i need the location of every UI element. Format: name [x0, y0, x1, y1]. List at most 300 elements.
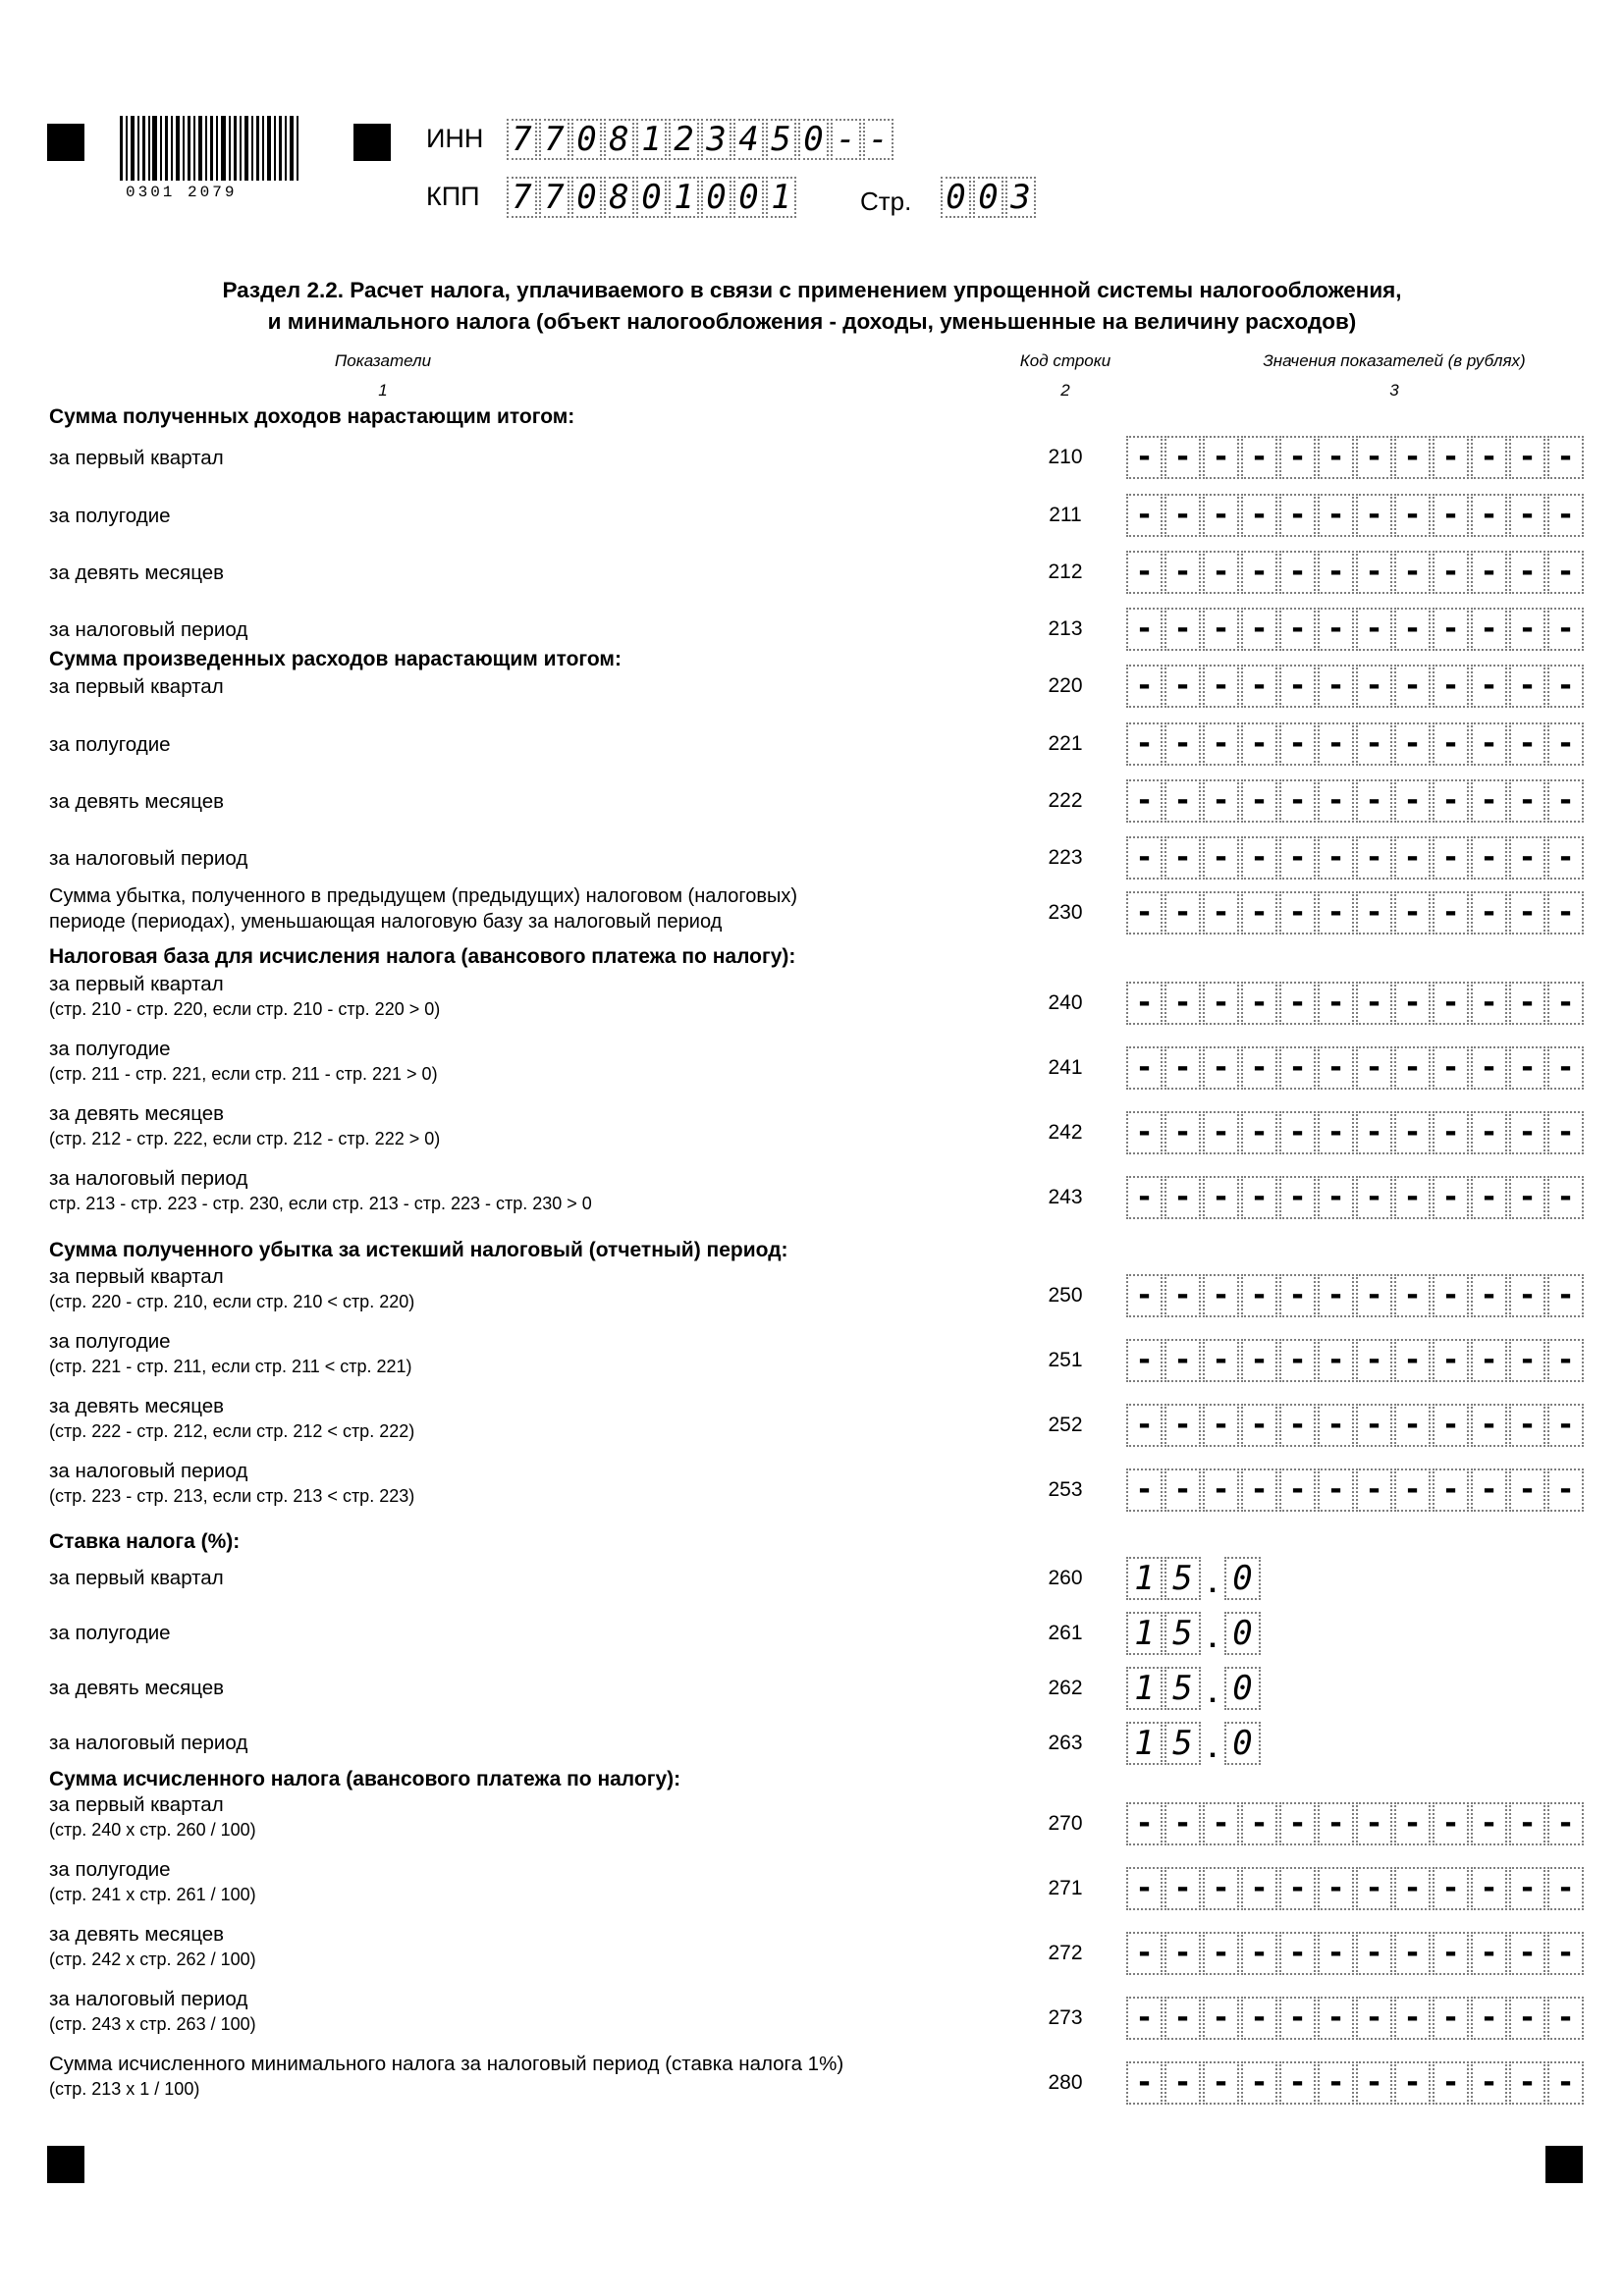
value-digit-cell[interactable]: - [1126, 1111, 1163, 1154]
value-digit-cell[interactable]: - [1241, 551, 1277, 594]
value-digit-cell[interactable]: - [1203, 665, 1239, 708]
value-digit-cell[interactable]: - [1433, 1111, 1469, 1154]
value-digit-cell[interactable]: - [1394, 1468, 1431, 1512]
value-digit-cell[interactable]: - [1394, 494, 1431, 537]
value-digit-cell[interactable]: - [1126, 836, 1163, 880]
value-digit-cell[interactable]: - [1471, 982, 1507, 1025]
value-digit-cell[interactable]: - [1509, 1802, 1545, 1845]
value-digit-cell[interactable]: - [1164, 836, 1201, 880]
value-digit-cell[interactable]: - [1433, 1404, 1469, 1447]
value-digit-cell[interactable]: - [1203, 2061, 1239, 2105]
value-digit-cell[interactable]: - [1394, 779, 1431, 823]
value-digit-cell[interactable]: - [1509, 982, 1545, 1025]
value-field-253[interactable] [1126, 1468, 1586, 1512]
page-char-cell[interactable]: 0 [973, 177, 1003, 218]
value-digit-cell[interactable]: - [1203, 1274, 1239, 1317]
value-digit-cell[interactable]: - [1164, 1997, 1201, 2040]
rate-digit-cell[interactable]: 5 [1164, 1612, 1201, 1655]
kpp-char-cell[interactable]: 0 [733, 177, 764, 218]
value-digit-cell[interactable]: - [1509, 1111, 1545, 1154]
value-digit-cell[interactable]: - [1471, 436, 1507, 479]
value-digit-cell[interactable]: - [1318, 722, 1354, 766]
value-digit-cell[interactable]: - [1241, 665, 1277, 708]
value-digit-cell[interactable]: - [1394, 1274, 1431, 1317]
value-digit-cell[interactable]: - [1279, 1802, 1316, 1845]
value-field-251[interactable] [1126, 1339, 1586, 1382]
value-digit-cell[interactable]: - [1318, 836, 1354, 880]
value-digit-cell[interactable]: - [1203, 551, 1239, 594]
value-digit-cell[interactable]: - [1203, 1997, 1239, 2040]
kpp-char-cell[interactable]: 7 [507, 177, 537, 218]
value-digit-cell[interactable]: - [1356, 1046, 1392, 1090]
value-digit-cell[interactable]: - [1126, 494, 1163, 537]
page-char-cell[interactable]: 0 [941, 177, 971, 218]
value-digit-cell[interactable]: - [1126, 1468, 1163, 1512]
value-digit-cell[interactable]: - [1356, 665, 1392, 708]
value-digit-cell[interactable]: - [1547, 779, 1584, 823]
value-digit-cell[interactable]: - [1433, 1274, 1469, 1317]
value-digit-cell[interactable]: - [1318, 1468, 1354, 1512]
value-digit-cell[interactable]: - [1509, 1404, 1545, 1447]
rate-digit-cell[interactable]: 1 [1126, 1722, 1163, 1765]
value-digit-cell[interactable]: - [1471, 836, 1507, 880]
value-digit-cell[interactable]: - [1433, 1339, 1469, 1382]
value-digit-cell[interactable]: - [1471, 1111, 1507, 1154]
value-digit-cell[interactable]: - [1394, 1176, 1431, 1219]
value-digit-cell[interactable]: - [1394, 436, 1431, 479]
value-digit-cell[interactable]: - [1471, 1802, 1507, 1845]
value-digit-cell[interactable]: - [1356, 1932, 1392, 1975]
value-digit-cell[interactable]: - [1241, 494, 1277, 537]
value-digit-cell[interactable]: - [1547, 1468, 1584, 1512]
value-digit-cell[interactable]: - [1279, 2061, 1316, 2105]
value-digit-cell[interactable]: - [1471, 1046, 1507, 1090]
value-digit-cell[interactable]: - [1241, 1867, 1277, 1910]
value-digit-cell[interactable]: - [1126, 1339, 1163, 1382]
value-digit-cell[interactable]: - [1356, 551, 1392, 594]
value-digit-cell[interactable]: - [1318, 1404, 1354, 1447]
rate-digit-cell[interactable]: 1 [1126, 1557, 1163, 1600]
value-digit-cell[interactable]: - [1279, 608, 1316, 651]
inn-char-cell[interactable]: - [831, 119, 861, 160]
inn-char-cell[interactable]: 5 [766, 119, 796, 160]
value-digit-cell[interactable]: - [1356, 436, 1392, 479]
value-digit-cell[interactable]: - [1164, 494, 1201, 537]
value-digit-cell[interactable]: - [1318, 665, 1354, 708]
value-digit-cell[interactable]: - [1547, 1176, 1584, 1219]
value-digit-cell[interactable]: - [1547, 1339, 1584, 1382]
kpp-char-cell[interactable]: 7 [539, 177, 569, 218]
value-digit-cell[interactable]: - [1356, 1468, 1392, 1512]
value-digit-cell[interactable]: - [1164, 1274, 1201, 1317]
value-digit-cell[interactable]: - [1318, 1046, 1354, 1090]
value-digit-cell[interactable]: - [1164, 1802, 1201, 1845]
value-digit-cell[interactable]: - [1279, 1111, 1316, 1154]
value-digit-cell[interactable]: - [1471, 1176, 1507, 1219]
inn-char-cell[interactable]: - [863, 119, 893, 160]
value-digit-cell[interactable]: - [1318, 1274, 1354, 1317]
inn-char-cell[interactable]: 4 [733, 119, 764, 160]
value-digit-cell[interactable]: - [1241, 1802, 1277, 1845]
value-digit-cell[interactable]: - [1203, 1111, 1239, 1154]
value-digit-cell[interactable]: - [1279, 494, 1316, 537]
value-digit-cell[interactable]: - [1394, 1111, 1431, 1154]
value-digit-cell[interactable]: - [1203, 608, 1239, 651]
value-digit-cell[interactable]: - [1394, 836, 1431, 880]
value-digit-cell[interactable]: - [1318, 551, 1354, 594]
value-digit-cell[interactable]: - [1241, 1932, 1277, 1975]
kpp-char-cell[interactable]: 1 [766, 177, 796, 218]
value-digit-cell[interactable]: - [1433, 1867, 1469, 1910]
value-digit-cell[interactable]: - [1279, 779, 1316, 823]
value-digit-cell[interactable]: - [1433, 436, 1469, 479]
value-digit-cell[interactable]: - [1241, 436, 1277, 479]
value-digit-cell[interactable]: - [1471, 2061, 1507, 2105]
rate-decimal-cell[interactable]: 0 [1224, 1612, 1261, 1655]
value-digit-cell[interactable]: - [1433, 1046, 1469, 1090]
value-field-221[interactable] [1126, 722, 1586, 766]
rate-decimal-cell[interactable]: 0 [1224, 1557, 1261, 1600]
kpp-char-cell[interactable]: 8 [604, 177, 634, 218]
value-digit-cell[interactable]: - [1241, 1111, 1277, 1154]
value-digit-cell[interactable]: - [1547, 551, 1584, 594]
value-digit-cell[interactable]: - [1547, 608, 1584, 651]
value-digit-cell[interactable]: - [1356, 779, 1392, 823]
value-digit-cell[interactable]: - [1547, 1274, 1584, 1317]
rate-decimal-cell[interactable]: 0 [1224, 1667, 1261, 1710]
value-digit-cell[interactable]: - [1164, 779, 1201, 823]
value-field-243[interactable] [1126, 1176, 1586, 1219]
value-digit-cell[interactable]: - [1203, 1176, 1239, 1219]
value-field-222[interactable] [1126, 779, 1586, 823]
value-digit-cell[interactable]: - [1509, 436, 1545, 479]
value-digit-cell[interactable]: - [1279, 1339, 1316, 1382]
value-field-273[interactable] [1126, 1997, 1586, 2040]
value-field-250[interactable] [1126, 1274, 1586, 1317]
value-digit-cell[interactable]: - [1471, 665, 1507, 708]
value-digit-cell[interactable]: - [1356, 494, 1392, 537]
value-digit-cell[interactable]: - [1509, 891, 1545, 934]
value-digit-cell[interactable]: - [1394, 1932, 1431, 1975]
inn-char-cell[interactable]: 8 [604, 119, 634, 160]
value-digit-cell[interactable]: - [1471, 1274, 1507, 1317]
value-digit-cell[interactable]: - [1241, 2061, 1277, 2105]
value-digit-cell[interactable]: - [1279, 1867, 1316, 1910]
value-digit-cell[interactable]: - [1394, 1867, 1431, 1910]
inn-char-cell[interactable]: 1 [636, 119, 667, 160]
value-digit-cell[interactable]: - [1318, 608, 1354, 651]
value-digit-cell[interactable]: - [1279, 1997, 1316, 2040]
value-digit-cell[interactable]: - [1126, 722, 1163, 766]
value-digit-cell[interactable]: - [1547, 722, 1584, 766]
value-digit-cell[interactable]: - [1433, 665, 1469, 708]
value-digit-cell[interactable]: - [1547, 1111, 1584, 1154]
value-digit-cell[interactable]: - [1279, 436, 1316, 479]
rate-digit-cell[interactable]: 5 [1164, 1722, 1201, 1765]
value-digit-cell[interactable]: - [1279, 1404, 1316, 1447]
value-digit-cell[interactable]: - [1394, 1046, 1431, 1090]
page-char-cell[interactable]: 3 [1005, 177, 1036, 218]
value-digit-cell[interactable]: - [1356, 836, 1392, 880]
value-digit-cell[interactable]: - [1241, 1274, 1277, 1317]
kpp-char-cell[interactable]: 0 [571, 177, 602, 218]
value-digit-cell[interactable]: - [1203, 891, 1239, 934]
value-field-263[interactable] [1126, 1722, 1263, 1765]
inn-char-cell[interactable]: 7 [507, 119, 537, 160]
value-digit-cell[interactable]: - [1356, 1867, 1392, 1910]
value-field-240[interactable] [1126, 982, 1586, 1025]
value-digit-cell[interactable]: - [1164, 436, 1201, 479]
value-digit-cell[interactable]: - [1164, 982, 1201, 1025]
value-digit-cell[interactable]: - [1279, 1176, 1316, 1219]
value-digit-cell[interactable]: - [1394, 891, 1431, 934]
value-field-262[interactable] [1126, 1667, 1263, 1710]
value-digit-cell[interactable]: - [1241, 779, 1277, 823]
value-digit-cell[interactable]: - [1433, 608, 1469, 651]
value-digit-cell[interactable]: - [1164, 1111, 1201, 1154]
value-digit-cell[interactable]: - [1126, 2061, 1163, 2105]
value-digit-cell[interactable]: - [1241, 1404, 1277, 1447]
value-digit-cell[interactable]: - [1203, 1046, 1239, 1090]
value-digit-cell[interactable]: - [1164, 2061, 1201, 2105]
value-digit-cell[interactable]: - [1356, 1111, 1392, 1154]
value-digit-cell[interactable]: - [1241, 608, 1277, 651]
value-digit-cell[interactable]: - [1203, 1867, 1239, 1910]
value-digit-cell[interactable]: - [1471, 1339, 1507, 1382]
value-digit-cell[interactable]: - [1279, 982, 1316, 1025]
value-digit-cell[interactable]: - [1164, 1339, 1201, 1382]
value-digit-cell[interactable]: - [1394, 982, 1431, 1025]
value-digit-cell[interactable]: - [1164, 1468, 1201, 1512]
value-digit-cell[interactable]: - [1547, 1802, 1584, 1845]
value-digit-cell[interactable]: - [1279, 551, 1316, 594]
value-digit-cell[interactable]: - [1394, 1997, 1431, 2040]
inn-char-cell[interactable]: 3 [701, 119, 731, 160]
value-digit-cell[interactable]: - [1433, 494, 1469, 537]
value-digit-cell[interactable]: - [1471, 722, 1507, 766]
value-digit-cell[interactable]: - [1433, 1468, 1469, 1512]
value-digit-cell[interactable]: - [1241, 1468, 1277, 1512]
value-digit-cell[interactable]: - [1471, 608, 1507, 651]
value-digit-cell[interactable]: - [1509, 836, 1545, 880]
value-digit-cell[interactable]: - [1164, 1404, 1201, 1447]
value-digit-cell[interactable]: - [1433, 551, 1469, 594]
value-digit-cell[interactable]: - [1509, 1932, 1545, 1975]
value-digit-cell[interactable]: - [1126, 891, 1163, 934]
value-digit-cell[interactable]: - [1471, 891, 1507, 934]
value-digit-cell[interactable]: - [1318, 891, 1354, 934]
value-digit-cell[interactable]: - [1356, 1339, 1392, 1382]
value-digit-cell[interactable]: - [1509, 551, 1545, 594]
value-field-261[interactable] [1126, 1612, 1263, 1655]
value-digit-cell[interactable]: - [1241, 722, 1277, 766]
value-digit-cell[interactable]: - [1126, 1274, 1163, 1317]
value-digit-cell[interactable]: - [1164, 891, 1201, 934]
kpp-char-cell[interactable]: 0 [701, 177, 731, 218]
value-digit-cell[interactable]: - [1203, 779, 1239, 823]
value-digit-cell[interactable]: - [1164, 608, 1201, 651]
value-digit-cell[interactable]: - [1318, 1997, 1354, 2040]
value-digit-cell[interactable]: - [1279, 1932, 1316, 1975]
value-field-260[interactable] [1126, 1557, 1263, 1600]
value-field-230[interactable] [1126, 891, 1586, 934]
value-digit-cell[interactable]: - [1471, 1867, 1507, 1910]
value-digit-cell[interactable]: - [1356, 1176, 1392, 1219]
value-digit-cell[interactable]: - [1433, 1997, 1469, 2040]
value-digit-cell[interactable]: - [1509, 2061, 1545, 2105]
value-digit-cell[interactable]: - [1203, 1468, 1239, 1512]
inn-char-cell[interactable]: 0 [571, 119, 602, 160]
value-digit-cell[interactable]: - [1241, 836, 1277, 880]
value-digit-cell[interactable]: - [1279, 1468, 1316, 1512]
value-digit-cell[interactable]: - [1126, 608, 1163, 651]
value-digit-cell[interactable]: - [1203, 722, 1239, 766]
rate-digit-cell[interactable]: 1 [1126, 1667, 1163, 1710]
value-digit-cell[interactable]: - [1547, 1046, 1584, 1090]
value-digit-cell[interactable]: - [1279, 1046, 1316, 1090]
value-digit-cell[interactable]: - [1509, 608, 1545, 651]
value-field-271[interactable] [1126, 1867, 1586, 1910]
value-digit-cell[interactable]: - [1126, 1932, 1163, 1975]
value-digit-cell[interactable]: - [1471, 779, 1507, 823]
rate-digit-cell[interactable]: 5 [1164, 1667, 1201, 1710]
value-digit-cell[interactable]: - [1547, 2061, 1584, 2105]
value-digit-cell[interactable]: - [1509, 1339, 1545, 1382]
value-digit-cell[interactable]: - [1547, 494, 1584, 537]
value-digit-cell[interactable]: - [1394, 722, 1431, 766]
value-digit-cell[interactable]: - [1394, 2061, 1431, 2105]
value-digit-cell[interactable]: - [1318, 982, 1354, 1025]
value-digit-cell[interactable]: - [1164, 1046, 1201, 1090]
value-field-211[interactable] [1126, 494, 1586, 537]
kpp-char-cell[interactable]: 1 [669, 177, 699, 218]
value-digit-cell[interactable]: - [1126, 665, 1163, 708]
value-digit-cell[interactable]: - [1509, 665, 1545, 708]
value-field-270[interactable] [1126, 1802, 1586, 1845]
value-digit-cell[interactable]: - [1356, 1274, 1392, 1317]
value-digit-cell[interactable]: - [1471, 494, 1507, 537]
value-field-220[interactable] [1126, 665, 1586, 708]
value-digit-cell[interactable]: - [1547, 836, 1584, 880]
value-digit-cell[interactable]: - [1547, 665, 1584, 708]
value-digit-cell[interactable]: - [1241, 982, 1277, 1025]
value-digit-cell[interactable]: - [1241, 1339, 1277, 1382]
value-digit-cell[interactable]: - [1356, 1997, 1392, 2040]
value-digit-cell[interactable]: - [1203, 1802, 1239, 1845]
value-digit-cell[interactable]: - [1279, 722, 1316, 766]
value-digit-cell[interactable]: - [1241, 1176, 1277, 1219]
value-digit-cell[interactable]: - [1203, 982, 1239, 1025]
value-digit-cell[interactable]: - [1126, 779, 1163, 823]
value-digit-cell[interactable]: - [1318, 436, 1354, 479]
value-digit-cell[interactable]: - [1433, 982, 1469, 1025]
value-digit-cell[interactable]: - [1126, 1997, 1163, 2040]
value-digit-cell[interactable]: - [1318, 1339, 1354, 1382]
value-digit-cell[interactable]: - [1433, 1176, 1469, 1219]
value-digit-cell[interactable]: - [1279, 891, 1316, 934]
value-digit-cell[interactable]: - [1471, 551, 1507, 594]
value-digit-cell[interactable]: - [1509, 1176, 1545, 1219]
value-digit-cell[interactable]: - [1547, 982, 1584, 1025]
value-digit-cell[interactable]: - [1318, 1111, 1354, 1154]
value-digit-cell[interactable]: - [1394, 665, 1431, 708]
value-digit-cell[interactable]: - [1203, 1339, 1239, 1382]
value-digit-cell[interactable]: - [1279, 836, 1316, 880]
value-digit-cell[interactable]: - [1509, 1867, 1545, 1910]
value-digit-cell[interactable]: - [1164, 665, 1201, 708]
value-digit-cell[interactable]: - [1356, 891, 1392, 934]
value-digit-cell[interactable]: - [1509, 1274, 1545, 1317]
value-digit-cell[interactable]: - [1394, 551, 1431, 594]
value-digit-cell[interactable]: - [1164, 1176, 1201, 1219]
rate-digit-cell[interactable]: 5 [1164, 1557, 1201, 1600]
value-field-212[interactable] [1126, 551, 1586, 594]
value-digit-cell[interactable]: - [1126, 1802, 1163, 1845]
value-digit-cell[interactable]: - [1356, 1404, 1392, 1447]
value-digit-cell[interactable]: - [1126, 982, 1163, 1025]
value-field-213[interactable] [1126, 608, 1586, 651]
value-digit-cell[interactable]: - [1433, 1932, 1469, 1975]
value-digit-cell[interactable]: - [1394, 1339, 1431, 1382]
value-digit-cell[interactable]: - [1509, 779, 1545, 823]
value-digit-cell[interactable]: - [1164, 722, 1201, 766]
value-digit-cell[interactable]: - [1126, 1404, 1163, 1447]
value-digit-cell[interactable]: - [1509, 1997, 1545, 2040]
value-digit-cell[interactable]: - [1356, 982, 1392, 1025]
value-digit-cell[interactable]: - [1509, 1046, 1545, 1090]
value-digit-cell[interactable]: - [1241, 1997, 1277, 2040]
value-digit-cell[interactable]: - [1547, 891, 1584, 934]
value-field-272[interactable] [1126, 1932, 1586, 1975]
rate-digit-cell[interactable]: 1 [1126, 1612, 1163, 1655]
value-digit-cell[interactable]: - [1471, 1404, 1507, 1447]
value-digit-cell[interactable]: - [1126, 1046, 1163, 1090]
value-digit-cell[interactable]: - [1471, 1932, 1507, 1975]
value-digit-cell[interactable]: - [1241, 1046, 1277, 1090]
value-digit-cell[interactable]: - [1547, 436, 1584, 479]
value-digit-cell[interactable]: - [1471, 1997, 1507, 2040]
value-digit-cell[interactable]: - [1318, 1932, 1354, 1975]
value-digit-cell[interactable]: - [1126, 551, 1163, 594]
value-digit-cell[interactable]: - [1547, 1932, 1584, 1975]
value-digit-cell[interactable]: - [1164, 1867, 1201, 1910]
value-digit-cell[interactable]: - [1203, 436, 1239, 479]
value-digit-cell[interactable]: - [1279, 1274, 1316, 1317]
value-digit-cell[interactable]: - [1318, 1176, 1354, 1219]
value-digit-cell[interactable]: - [1318, 779, 1354, 823]
value-digit-cell[interactable]: - [1203, 1932, 1239, 1975]
value-digit-cell[interactable]: - [1547, 1867, 1584, 1910]
value-digit-cell[interactable]: - [1279, 665, 1316, 708]
inn-char-cell[interactable]: 7 [539, 119, 569, 160]
value-digit-cell[interactable]: - [1394, 1802, 1431, 1845]
value-field-242[interactable] [1126, 1111, 1586, 1154]
value-digit-cell[interactable]: - [1203, 836, 1239, 880]
value-digit-cell[interactable]: - [1356, 722, 1392, 766]
value-digit-cell[interactable]: - [1203, 494, 1239, 537]
value-digit-cell[interactable]: - [1433, 891, 1469, 934]
value-digit-cell[interactable]: - [1394, 608, 1431, 651]
value-digit-cell[interactable]: - [1433, 722, 1469, 766]
value-digit-cell[interactable]: - [1394, 1404, 1431, 1447]
value-digit-cell[interactable]: - [1318, 2061, 1354, 2105]
value-digit-cell[interactable]: - [1126, 1176, 1163, 1219]
value-digit-cell[interactable]: - [1471, 1468, 1507, 1512]
inn-char-cell[interactable]: 2 [669, 119, 699, 160]
value-field-241[interactable] [1126, 1046, 1586, 1090]
inn-char-cell[interactable]: 0 [798, 119, 829, 160]
value-digit-cell[interactable]: - [1203, 1404, 1239, 1447]
